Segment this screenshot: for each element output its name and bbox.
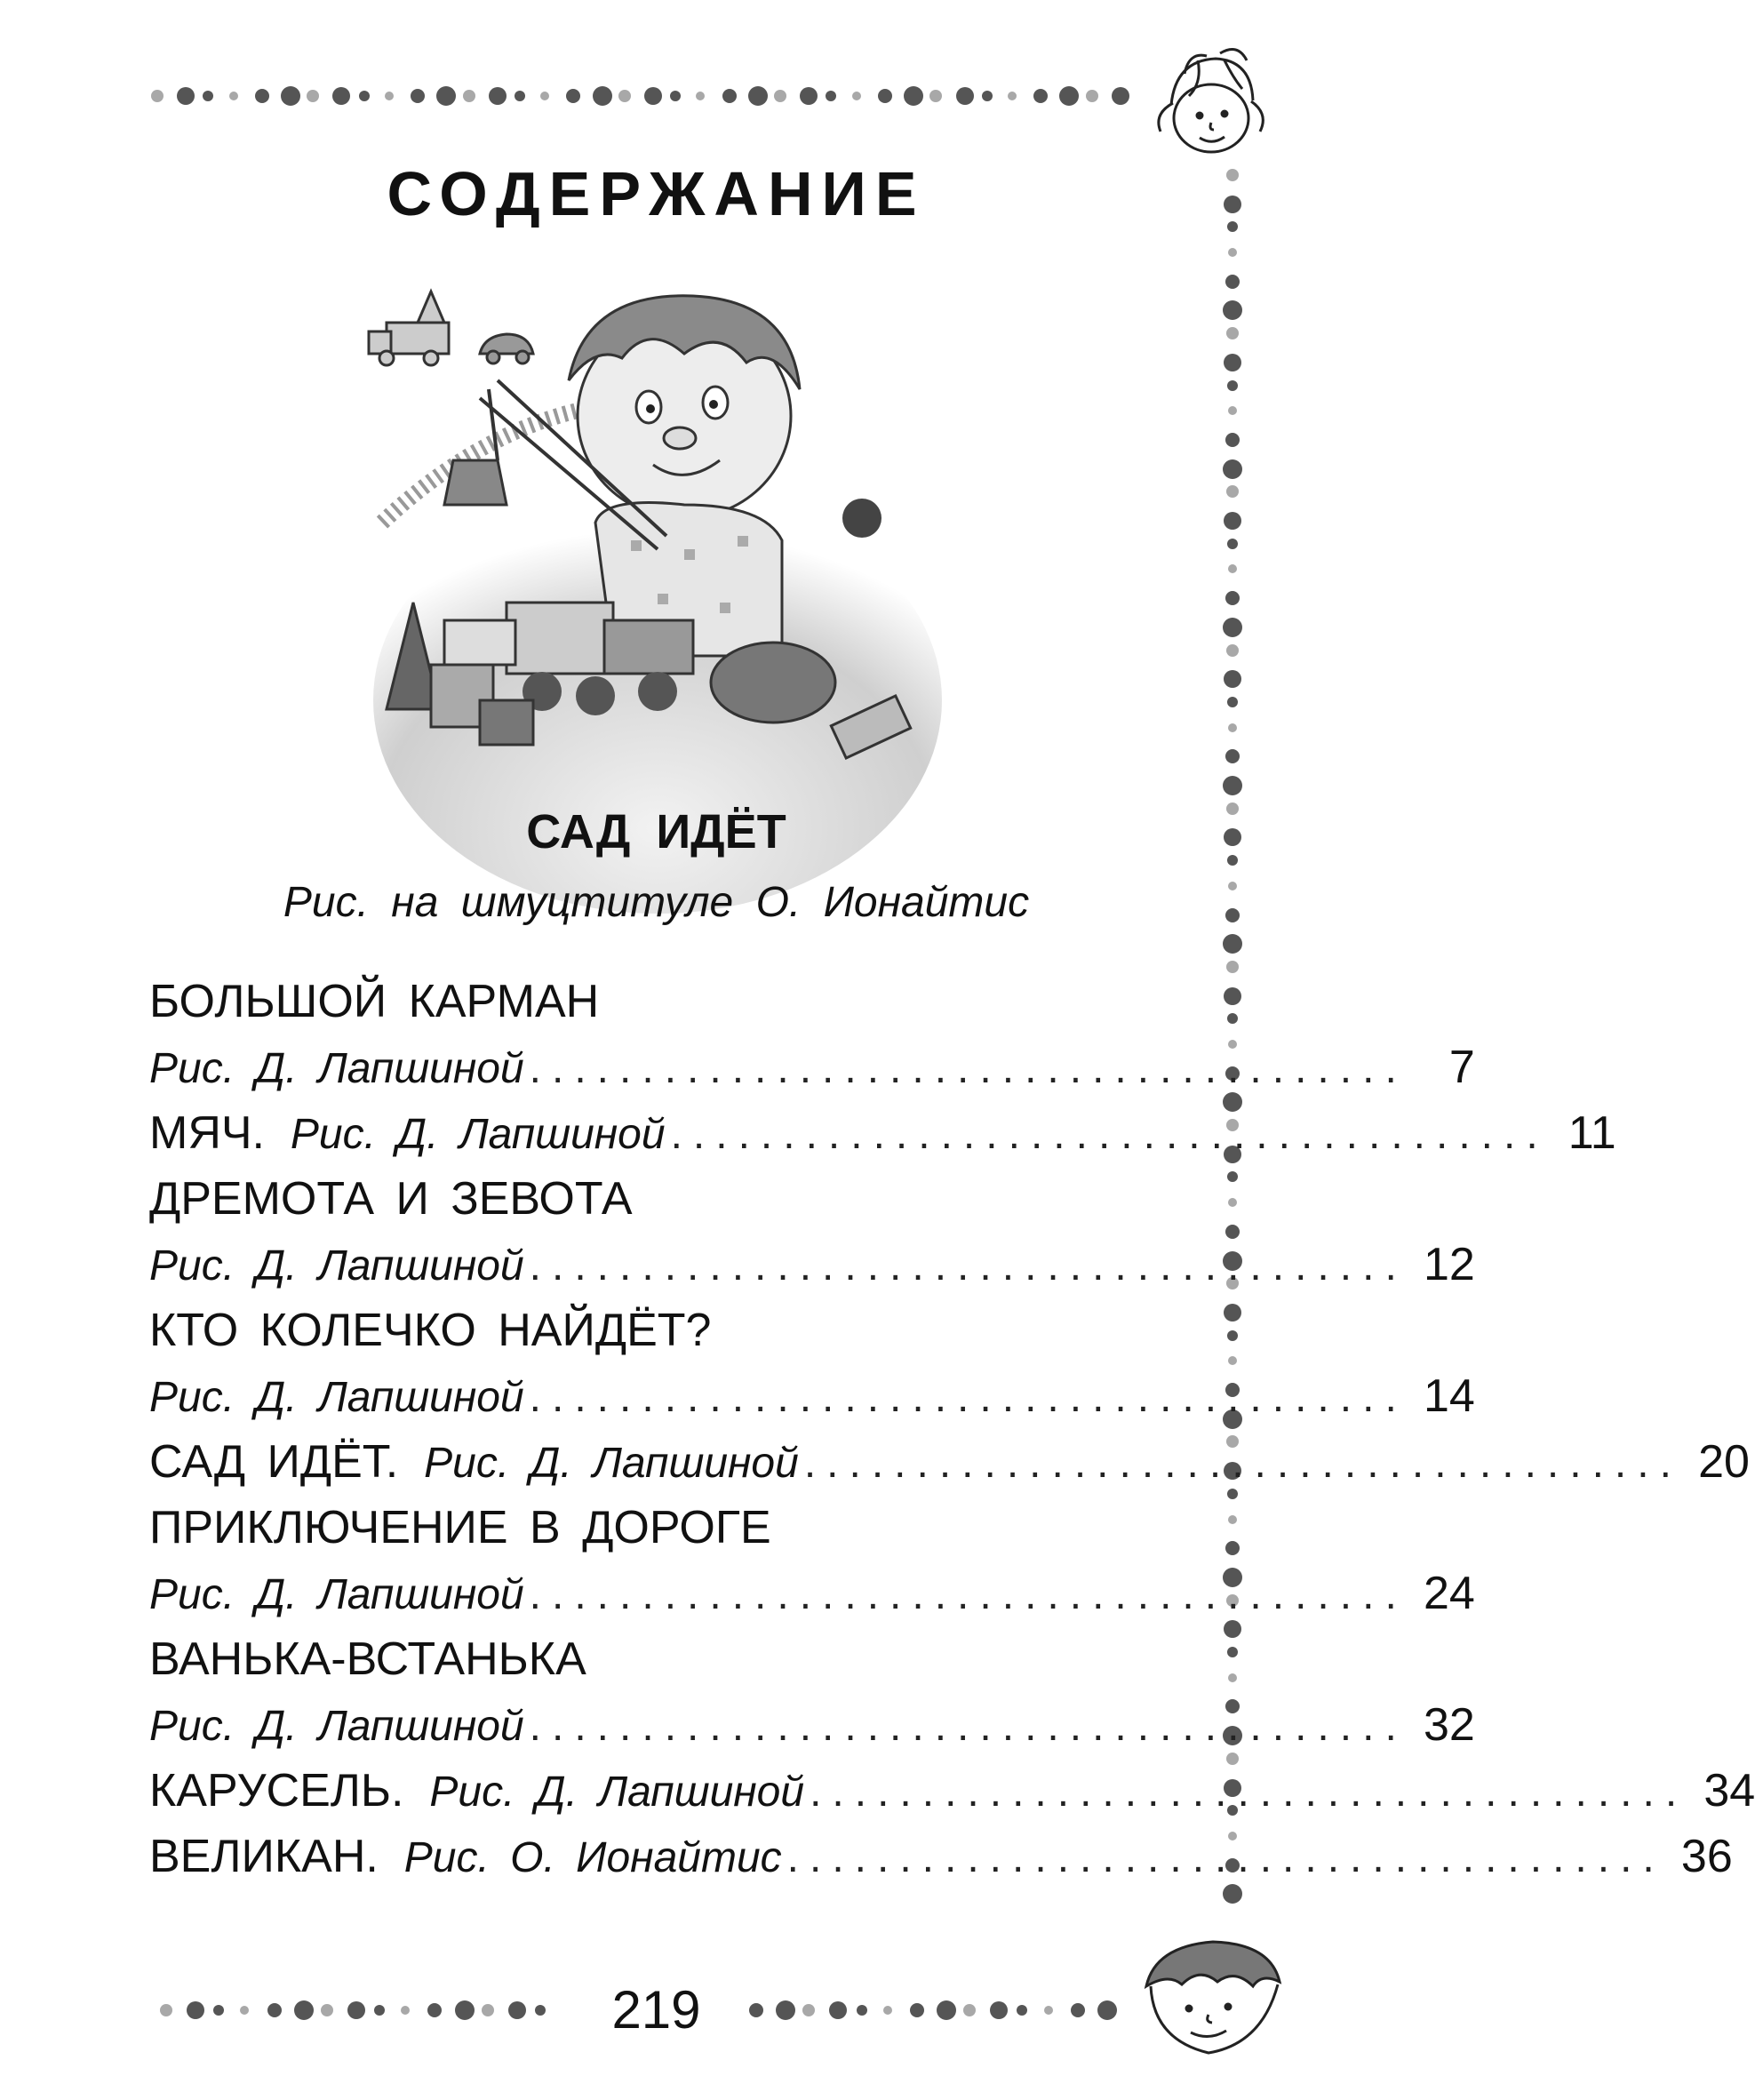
entry-credit: Рис. Д. Лапшиной bbox=[149, 1374, 524, 1421]
dot-leader: ....................................... bbox=[810, 1769, 1688, 1816]
border-dot bbox=[1227, 1013, 1238, 1024]
entry-title: ВАНЬКА-ВСТАНЬКА bbox=[149, 1633, 586, 1685]
border-dot bbox=[332, 87, 350, 105]
toc-entry-title bbox=[149, 1626, 1162, 1692]
border-dot bbox=[1227, 1647, 1238, 1657]
border-dot bbox=[1223, 300, 1242, 320]
border-dot bbox=[515, 91, 525, 101]
entry-title: ПРИКЛЮЧЕНИЕ В ДОРОГЕ bbox=[149, 1502, 771, 1553]
border-dot bbox=[982, 91, 993, 101]
border-dot bbox=[1225, 1541, 1240, 1555]
border-dot bbox=[1228, 723, 1237, 732]
border-dot bbox=[1224, 354, 1241, 371]
border-dot bbox=[1224, 512, 1241, 530]
border-dot bbox=[1228, 1356, 1237, 1365]
entry-page: 7 bbox=[1448, 1042, 1475, 1093]
entry-title: БОЛЬШОЙ КАРМАН bbox=[149, 976, 600, 1027]
border-dot bbox=[774, 90, 786, 102]
entry-title: ВЕЛИКАН. bbox=[149, 1831, 379, 1882]
entry-title: КТО КОЛЕЧКО НАЙДЁТ? bbox=[149, 1305, 712, 1356]
border-dot bbox=[748, 86, 768, 106]
border-dot bbox=[1224, 1304, 1241, 1321]
border-dot bbox=[852, 92, 861, 100]
border-dot bbox=[1227, 539, 1238, 549]
border-dot bbox=[436, 86, 456, 106]
toc-entry-credit-row bbox=[149, 1561, 1475, 1626]
border-dot bbox=[670, 91, 681, 101]
border-dot bbox=[618, 90, 631, 102]
border-dot bbox=[800, 87, 818, 105]
toc-entry-title bbox=[149, 1495, 1162, 1561]
entry-page: 12 bbox=[1423, 1239, 1475, 1290]
border-dot bbox=[1033, 89, 1048, 103]
border-dot bbox=[722, 89, 737, 103]
toc-entry-credit-row bbox=[149, 1034, 1475, 1100]
entry-page: 24 bbox=[1423, 1568, 1475, 1619]
toc-entry-credit-row bbox=[149, 1232, 1475, 1298]
entry-page: 20 bbox=[1698, 1436, 1750, 1488]
entry-page: 32 bbox=[1423, 1699, 1475, 1751]
border-dot bbox=[411, 89, 425, 103]
dot-leader: ....................................... bbox=[529, 1242, 1408, 1290]
section-title: САД ИДЁТ bbox=[526, 805, 786, 858]
toc-entry bbox=[149, 1429, 1750, 1495]
border-dot bbox=[489, 87, 507, 105]
toc-entry bbox=[149, 1758, 1755, 1824]
toc-entry-credit-row bbox=[149, 1692, 1475, 1758]
dot-leader: ....................................... bbox=[670, 1111, 1549, 1158]
border-dot bbox=[644, 87, 662, 105]
border-dot bbox=[1226, 327, 1239, 339]
border-dot bbox=[1226, 485, 1239, 498]
entry-page: 11 bbox=[1568, 1107, 1616, 1159]
border-dot bbox=[1226, 644, 1239, 657]
entry-page: 14 bbox=[1423, 1370, 1475, 1422]
entry-credit: Рис. О. Ионайтис bbox=[403, 1834, 782, 1881]
border-dot bbox=[1223, 934, 1242, 954]
border-dot bbox=[1112, 87, 1129, 105]
border-dot bbox=[255, 89, 269, 103]
page-number: 219 bbox=[597, 1980, 714, 2040]
entry-title: КАРУСЕЛЬ. bbox=[149, 1765, 404, 1817]
border-dot bbox=[696, 92, 705, 100]
toc-entry bbox=[149, 1100, 1616, 1166]
border-dot bbox=[151, 90, 164, 102]
border-dot bbox=[1228, 1198, 1237, 1207]
toc-entry-title bbox=[149, 1298, 1162, 1363]
section-credit: Рис. на шмуцтитуле О. Ионайтис bbox=[283, 879, 1030, 926]
border-dot bbox=[593, 86, 612, 106]
border-dot bbox=[229, 92, 238, 100]
border-dot bbox=[1226, 961, 1239, 973]
border-dot bbox=[1086, 90, 1098, 102]
entry-title: САД ИДЁТ. bbox=[149, 1436, 399, 1488]
border-dot bbox=[385, 92, 394, 100]
border-dot bbox=[1227, 1171, 1238, 1182]
entry-page: 34 bbox=[1703, 1765, 1755, 1817]
dot-leader: ....................................... bbox=[529, 1571, 1408, 1618]
entry-credit: Рис. Д. Лапшиной bbox=[149, 1045, 524, 1092]
entry-title: ДРЕМОТА И ЗЕВОТА bbox=[149, 1173, 633, 1225]
dotted-border-top bbox=[151, 83, 1146, 109]
border-dot bbox=[203, 91, 213, 101]
border-dot bbox=[904, 86, 923, 106]
border-dot bbox=[1227, 697, 1238, 707]
dot-leader: ....................................... bbox=[803, 1440, 1682, 1487]
border-dot bbox=[1223, 776, 1242, 795]
border-dot bbox=[1223, 459, 1242, 479]
toc-entry-title bbox=[149, 1166, 1162, 1232]
table-of-contents bbox=[149, 969, 1755, 1889]
border-dot bbox=[540, 92, 549, 100]
border-dot bbox=[1228, 1673, 1237, 1682]
border-dot bbox=[1059, 86, 1079, 106]
border-dot bbox=[1224, 670, 1241, 688]
border-dot bbox=[1227, 380, 1238, 391]
entry-credit: Рис. Д. Лапшиной bbox=[149, 1242, 524, 1290]
border-dot bbox=[1227, 1330, 1238, 1341]
border-dot bbox=[1228, 1515, 1237, 1524]
entry-credit: Рис. Д. Лапшиной bbox=[290, 1111, 666, 1158]
entry-credit: Рис. Д. Лапшиной bbox=[149, 1571, 524, 1618]
border-dot bbox=[359, 91, 370, 101]
border-dot bbox=[956, 87, 974, 105]
toc-entry-title bbox=[149, 969, 1162, 1034]
border-dot bbox=[1225, 275, 1240, 289]
page-title: СОДЕРЖАНИЕ bbox=[387, 159, 926, 228]
border-dot bbox=[1228, 248, 1237, 257]
entry-page: 36 bbox=[1680, 1831, 1733, 1882]
border-dot bbox=[878, 89, 892, 103]
border-dot bbox=[307, 90, 319, 102]
border-dot bbox=[463, 90, 475, 102]
dot-leader: ....................................... bbox=[529, 1703, 1408, 1750]
toc-entry-credit-row bbox=[149, 1363, 1475, 1429]
dot-leader: ....................................... bbox=[529, 1374, 1408, 1421]
border-dot bbox=[1228, 406, 1237, 415]
girl-face-icon bbox=[1136, 34, 1278, 176]
dot-leader: ....................................... bbox=[786, 1834, 1665, 1881]
border-dot bbox=[826, 91, 836, 101]
border-dot bbox=[1225, 433, 1240, 447]
entry-title: МЯЧ. bbox=[149, 1107, 265, 1159]
dot-leader: ....................................... bbox=[529, 1045, 1408, 1092]
border-dot bbox=[566, 89, 580, 103]
border-dot bbox=[1228, 564, 1237, 573]
child-with-toy-crane-illustration bbox=[364, 283, 969, 789]
border-dot bbox=[1008, 92, 1017, 100]
entry-credit: Рис. Д. Лапшиной bbox=[424, 1440, 799, 1487]
toc-entry bbox=[149, 1824, 1733, 1889]
entry-credit: Рис. Д. Лапшиной bbox=[429, 1769, 805, 1816]
border-dot bbox=[929, 90, 942, 102]
border-dot bbox=[1224, 987, 1241, 1005]
border-dot bbox=[1225, 591, 1240, 605]
border-dot bbox=[1223, 618, 1242, 637]
border-dot bbox=[177, 87, 195, 105]
page-number-wrapper bbox=[0, 1980, 1312, 2040]
border-dot bbox=[1225, 749, 1240, 763]
entry-credit: Рис. Д. Лапшиной bbox=[149, 1703, 524, 1750]
border-dot bbox=[281, 86, 300, 106]
